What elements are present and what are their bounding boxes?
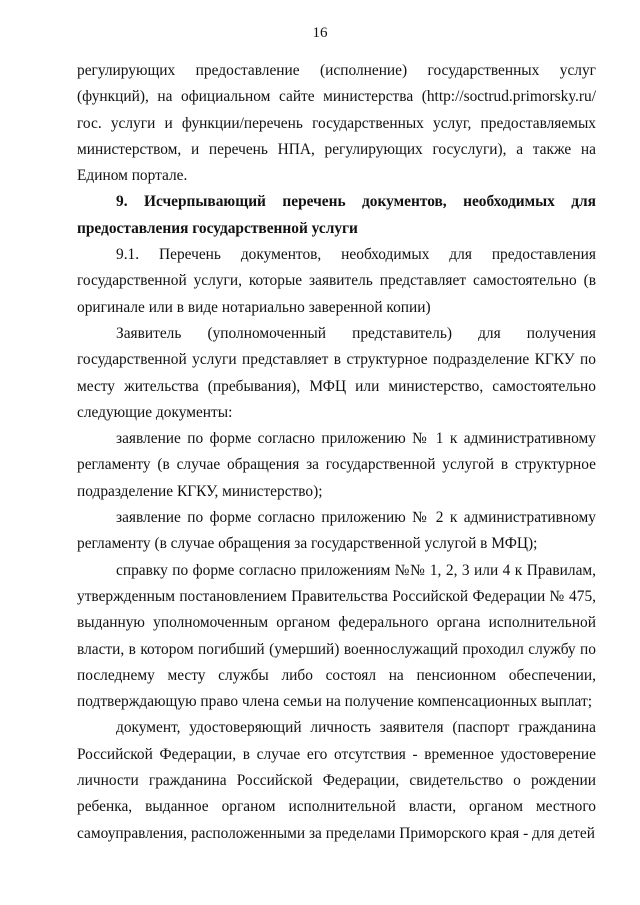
applicant-submits-paragraph: Заявитель (уполномоченный представитель) для получения государственной услуги представляет в структурное подразделение КГКУ по месту жительства (пребывания), МФЦ или министерство, самостоятельно следующие документы: — [77, 324, 596, 421]
continuation-paragraph: регулирующих предоставление (исполнение) государственных услуг (функций), на официальном сайте министерства (http://soctrud.primorsky.ru/гос. услуги и функции/перечень государственных услуг, предоставляемых министерством, и перечень НПА, регулирующих госуслуги), а также на Едином портале. — [77, 62, 596, 185]
certificate-item: справку по форме согласно приложениям №№ 1, 2, 3 или 4 к Правилам, утвержденным постановлением Правительства Российской Федерации № 475, выданную уполномоченным органом федерального органа исполнительной власти, в котором погибший (умерший) военнослужащий проходил службу по последнему месту службы либо состоял на пенсионном обеспечении, подтверждающую право члена семьи на получение компенсационных выплат; — [77, 561, 596, 711]
section-9-heading: 9. Исчерпывающий перечень документов, необходимых для предоставления государственной услуги — [77, 193, 596, 237]
application-form-1-item: заявление по форме согласно приложению № 1 к административному регламенту (в случае обращения за государственной услугой в структурное подразделение КГКУ, министерство); — [77, 430, 596, 500]
identity-document-item: документ, удостоверяющий личность заявителя (паспорт гражданина Российской Федерации, в случае его отсутствия - временное удостоверение личности гражданина Российской Федерации, свидетельство о рождении ребенка, выданное органом исполнительной власти, органом местного самоуправления, расположенными за пределами Приморского края - для детей — [77, 719, 596, 842]
document-body — [77, 58, 596, 847]
application-form-2-item: заявление по форме согласно приложению № 2 к административному регламенту (в случае обращения за государственной услугой в МФЦ); — [77, 509, 596, 553]
page-number: 16 — [312, 25, 328, 41]
clause-9-1-paragraph: 9.1. Перечень документов, необходимых для предоставления государственной услуги, которые заявитель представляет самостоятельно (в оригинале или в виде нотариально заверенной копии) — [77, 246, 596, 316]
